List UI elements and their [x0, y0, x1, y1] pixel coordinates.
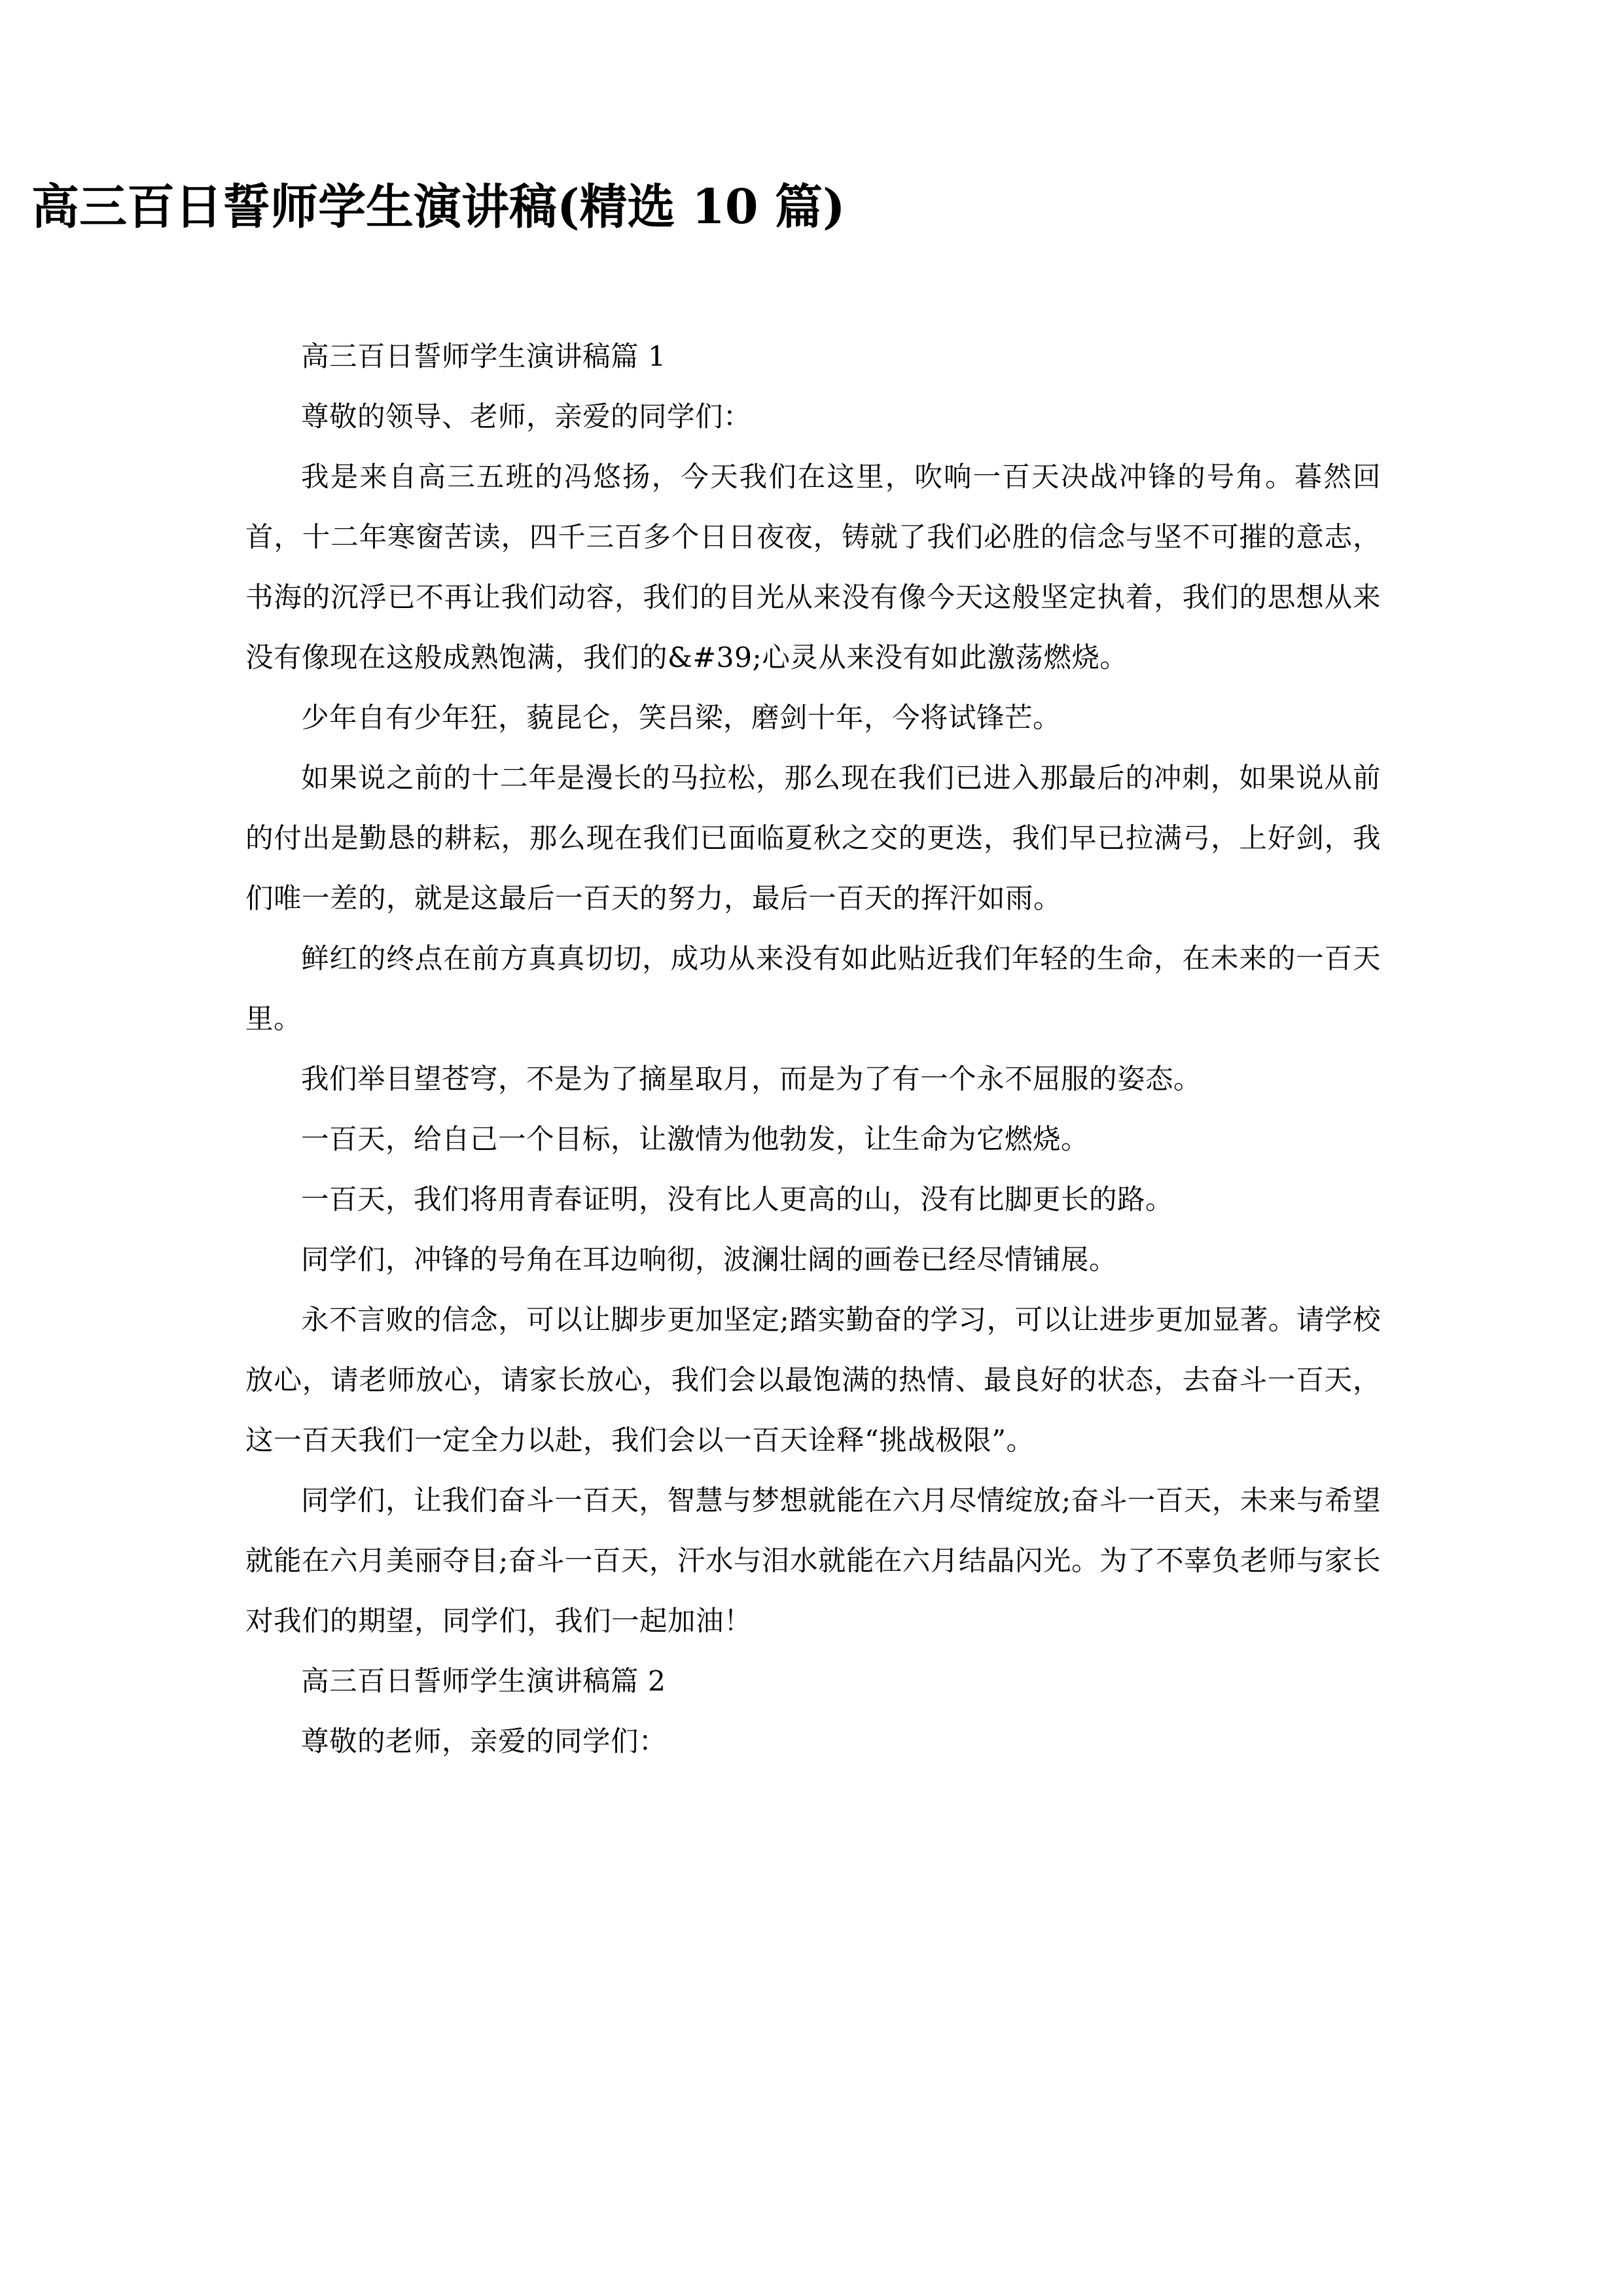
body-paragraph: 如果说之前的十二年是漫长的马拉松，那么现在我们已进入那最后的冲刺，如果说从前的付出是勤恳的耕耘，那么现在我们已面临夏秋之交的更迭，我们早已拉满弓，上好剑，我们唯一差的，就是这最后一百天的努力，最后一百天的挥汗如雨。 [245, 762, 1381, 915]
section-heading-piece-1: 高三百日誓师学生演讲稿篇 1 [301, 341, 666, 373]
page-title: 高三百日誓师学生演讲稿(精选 10 篇) [31, 179, 846, 235]
body-paragraph: 永不言败的信念，可以让脚步更加坚定;踏实勤奋的学习，可以让进步更加显著。请学校放心，请老师放心，请家长放心，我们会以最饱满的热情、最良好的状态，去奋斗一百天，这一百天我们一定全力以赴，我们会以一百天诠释“挑战极限”。 [245, 1304, 1381, 1457]
body-paragraph: 我是来自高三五班的冯悠扬，今天我们在这里，吹响一百天决战冲锋的号角。暮然回首，十二年寒窗苦读，四千三百多个日日夜夜，铸就了我们必胜的信念与坚不可摧的意志，书海的沉浮已不再让我们动容，我们的目光从来没有像今天这般坚定执着，我们的思想从来没有像现在这般成熟饱满，我们的&#39;心灵从来没有如此激荡燃烧。 [245, 461, 1381, 674]
body-paragraph: 一百天，给自己一个目标，让激情为他勃发，让生命为它燃烧。 [301, 1124, 1090, 1156]
body-paragraph: 鲜红的终点在前方真真切切，成功从来没有如此贴近我们年轻的生命，在未来的一百天里。 [245, 943, 1381, 1035]
body-paragraph: 同学们，冲锋的号角在耳边响彻，波澜壮阔的画卷已经尽情铺展。 [301, 1244, 1118, 1276]
section-heading-piece-2: 高三百日誓师学生演讲稿篇 2 [301, 1666, 666, 1698]
salutation-line-2: 尊敬的老师，亲爱的同学们： [301, 1726, 668, 1758]
body-paragraph: 同学们，让我们奋斗一百天，智慧与梦想就能在六月尽情绽放;奋斗一百天，未来与希望就能在六月美丽夺目;奋斗一百天，汗水与泪水就能在六月结晶闪光。为了不辜负老师与家长对我们的期望，同学们，我们一起加油！ [245, 1485, 1381, 1638]
salutation-line-1: 尊敬的领导、老师，亲爱的同学们： [301, 401, 752, 433]
paragraph-list [245, 327, 1381, 1772]
body-paragraph: 一百天，我们将用青春证明，没有比人更高的山，没有比脚更长的路。 [301, 1184, 1174, 1216]
body-paragraph: 我们举目望苍穹，不是为了摘星取月，而是为了有一个永不屈服的姿态。 [301, 1064, 1202, 1096]
body-paragraph: 少年自有少年狂，藐昆仑，笑吕梁，磨剑十年，今将试锋芒。 [301, 702, 1061, 734]
